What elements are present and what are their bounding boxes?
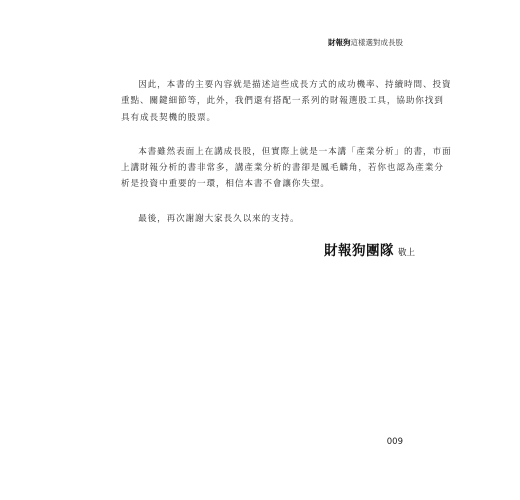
body-text (121, 77, 452, 245)
text-line: 上講財報分析的書非常多，講產業分析的書卻是鳳毛麟角，若你也認為產業分 (121, 163, 444, 174)
signature-team: 財報狗團隊 (324, 243, 394, 259)
text-line: 重點、關鍵細節等，此外，我們還有搭配一系列的財報選股工具，協助你找到 (121, 96, 444, 107)
header-title: 這樣選對成長股 (350, 38, 403, 47)
text-line: 因此，本書的主要內容就是描述這些成長方式的成功機率、持續時間、投資 (138, 80, 452, 90)
text-line: 本書雖然表面上在講成長股，但實際上就是一本講「產業分析」的書，市面 (138, 146, 452, 157)
signature-suffix: 敬上 (398, 248, 416, 258)
text-line: 最後，再次謝謝大家長久以來的支持。 (138, 213, 300, 224)
paragraph (121, 211, 403, 227)
paragraph (121, 77, 452, 126)
page-number: 009 (386, 437, 403, 447)
signature (324, 239, 415, 259)
running-header (328, 37, 403, 48)
header-brand: 財報狗 (328, 38, 351, 47)
text-line: 具有成長契機的股票。 (121, 112, 216, 123)
paragraph (121, 144, 452, 193)
text-line: 析是投資中重要的一環，相信本書不會讓你失望。 (121, 179, 330, 190)
